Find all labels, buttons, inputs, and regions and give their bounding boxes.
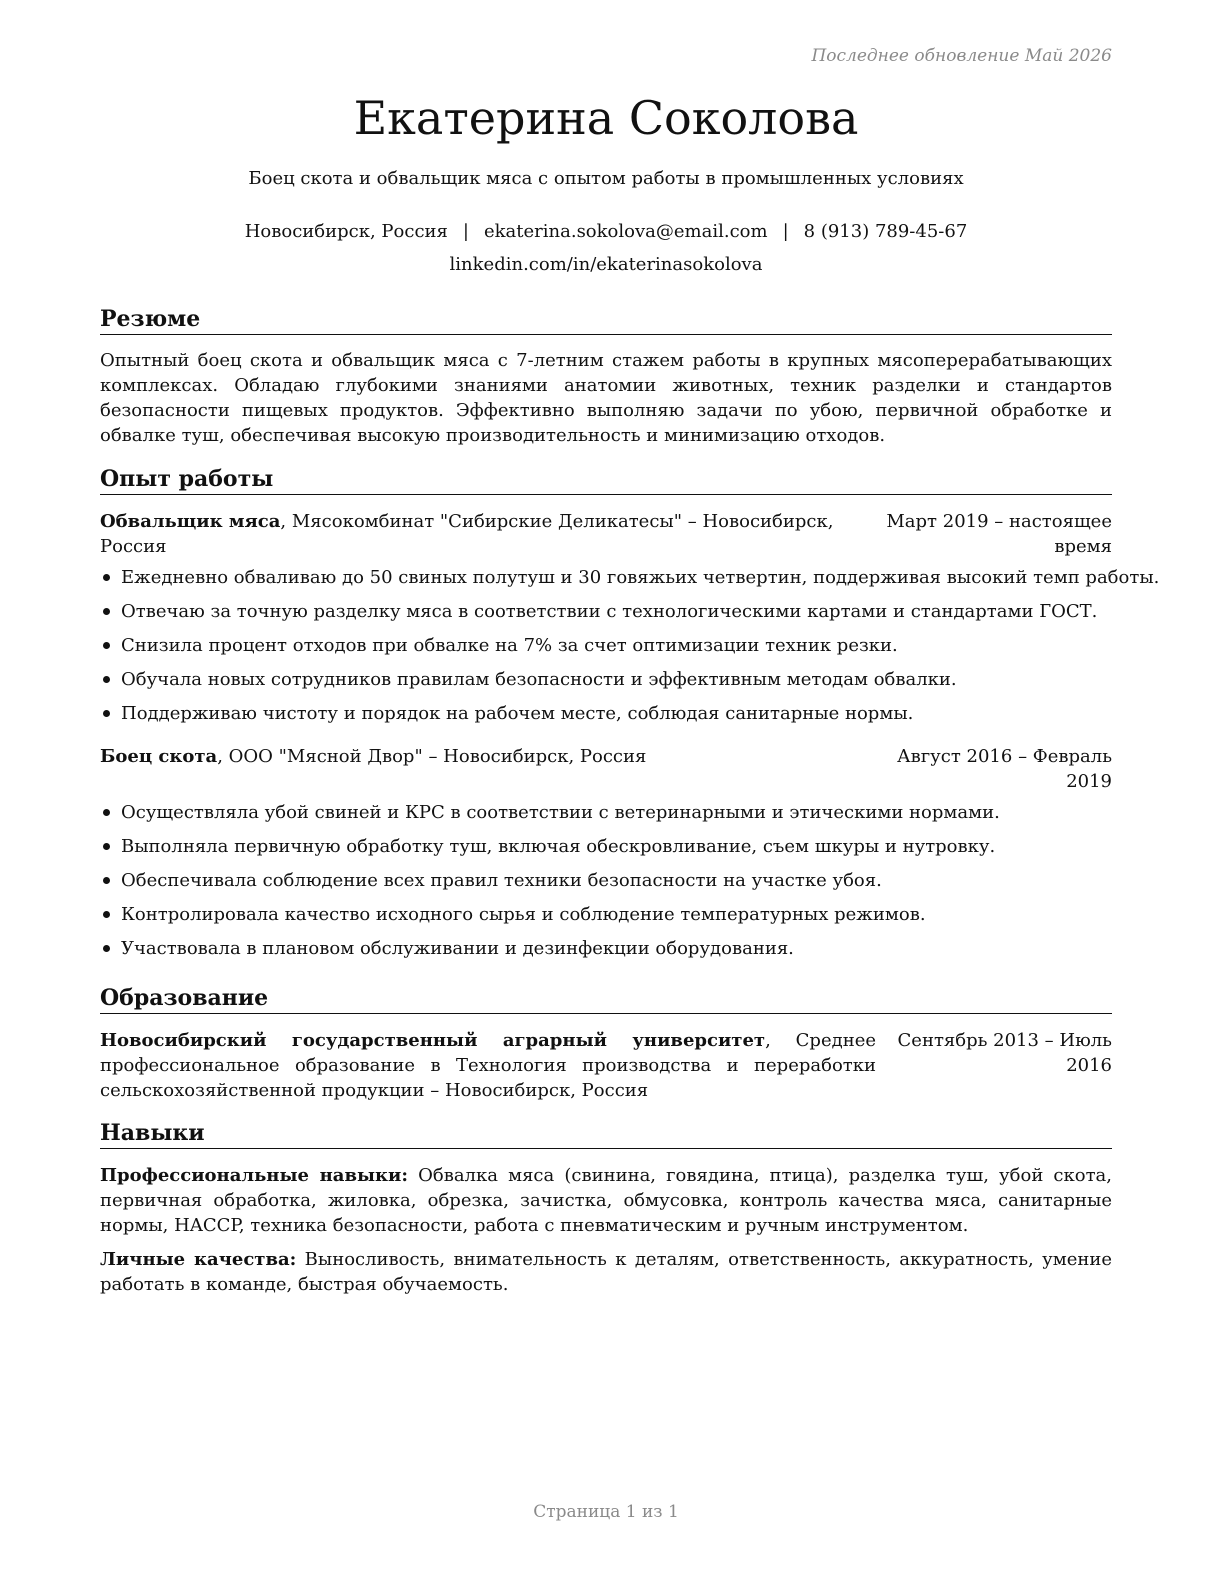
last-updated: Последнее обновление Май 2026 [811, 46, 1112, 66]
professional-skills [100, 1163, 1112, 1238]
tagline: Боец скота и обвальщик мяса с опытом работы в промышленных условиях [248, 168, 964, 189]
section-title-skills: Навыки [100, 1119, 1112, 1149]
education-section [100, 984, 1112, 1103]
personal-qualities [100, 1247, 1112, 1297]
section-title-experience: Опыт работы [100, 465, 1112, 495]
job-employer: , ООО "Мясной Двор" – Новосибирск, Россия [217, 746, 647, 767]
list-item: Контролировала качество исходного сырья и соблюдение температурных режимов. [100, 902, 1112, 936]
job-entry [100, 744, 1112, 970]
education-line [100, 1028, 880, 1103]
list-item: Выполняла первичную обработку туш, включая обескровливание, съем шкуры и нутровку. [100, 834, 1112, 868]
job-entry [100, 509, 1160, 735]
list-item: Участвовала в плановом обслуживании и дезинфекции оборудования. [100, 936, 1112, 970]
list-item: Обеспечивала соблюдение всех правил техники безопасности на участке убоя. [100, 868, 1112, 902]
section-title-summary: Резюме [100, 305, 1112, 335]
skills-section [100, 1119, 1112, 1297]
education-dates: Сентябрь 2013 – Июль 2016 [897, 1030, 1112, 1076]
professional-skills-label: Профессиональные навыки: [100, 1165, 408, 1186]
list-item: Снизила процент отходов при обвалке на 7% за счет оптимизации техник резки. [100, 633, 1112, 667]
job-title-line [100, 509, 876, 559]
job-title-line [100, 744, 876, 794]
job-header [100, 509, 1112, 559]
job-header [100, 744, 1112, 794]
candidate-name: Екатерина Соколова [353, 91, 859, 145]
separator: | [782, 221, 789, 242]
list-item: Ежедневно обваливаю до 50 свиных полутуш и 30 говяжьих четвертин, поддерживая высокий темп работы. [100, 565, 1112, 599]
personal-qualities-label: Личные качества: [100, 1249, 297, 1270]
job-bullets [100, 800, 1112, 970]
list-item: Обучала новых сотрудников правилам безопасности и эффективным методам обвалки. [100, 667, 1112, 701]
education-entry [100, 1028, 1112, 1103]
job-role: Боец скота [100, 746, 218, 767]
experience-section [100, 465, 1160, 970]
job-dates: Март 2019 – настоящее время [886, 511, 1112, 557]
location: Новосибирск, Россия [244, 221, 448, 242]
job-employer: , Мясокомбинат "Сибирские Деликатесы" – Новосибирск, Россия [100, 511, 834, 557]
professional-skills-text: Обвалка мяса (свинина, говядина, птица), разделка туш, убой скота, первичная обработка, жиловка, обрезка, зачистка, обмусовка, контроль качества мяса, санитарные нормы, HACCP, техника безопасности, работа с пневматическим и ручным инструментом. [100, 1165, 1112, 1236]
list-item: Отвечаю за точную разделку мяса в соответствии с технологическими картами и стандартами ГОСТ. [100, 599, 1112, 633]
school-name: Новосибирский государственный аграрный университет [100, 1030, 766, 1051]
list-item: Поддерживаю чистоту и порядок на рабочем месте, соблюдая санитарные нормы. [100, 701, 1112, 735]
job-dates: Август 2016 – Февраль 2019 [896, 746, 1112, 792]
education-details: , Среднее профессиональное образование в Технология производства и переработки сельскохозяйственной продукции – Новосибирск, Россия [100, 1030, 876, 1101]
list-item: Осуществляла убой свиней и КРС в соответствии с ветеринарными и этическими нормами. [100, 800, 1112, 834]
summary-section [100, 305, 1112, 448]
contact-line [100, 219, 1112, 244]
job-bullets [100, 565, 1160, 735]
separator: | [462, 221, 469, 242]
job-role: Обвальщик мяса [100, 511, 281, 532]
phone: 8 (913) 789-45-67 [803, 221, 968, 242]
email-link[interactable]: ekaterina.sokolova@email.com [483, 221, 768, 242]
section-title-education: Образование [100, 984, 1112, 1014]
personal-qualities-text: Выносливость, внимательность к деталям, ответственность, аккуратность, умение работать в команде, быстрая обучаемость. [100, 1249, 1112, 1295]
summary-text: Опытный боец скота и обвальщик мяса с 7-летним стажем работы в крупных мясоперерабатывающих комплексах. Обладаю глубокими знаниями анатомии животных, техник разделки и стандартов безопасности пищевых продуктов. Эффективно выполняю задачи по убою, первичной обработке и обвалке туш, обеспечивая высокую производительность и минимизацию отходов. [100, 350, 1112, 446]
linkedin-link[interactable]: linkedin.com/in/ekaterinasokolova [449, 254, 763, 275]
page-number: Страница 1 из 1 [533, 1502, 679, 1522]
